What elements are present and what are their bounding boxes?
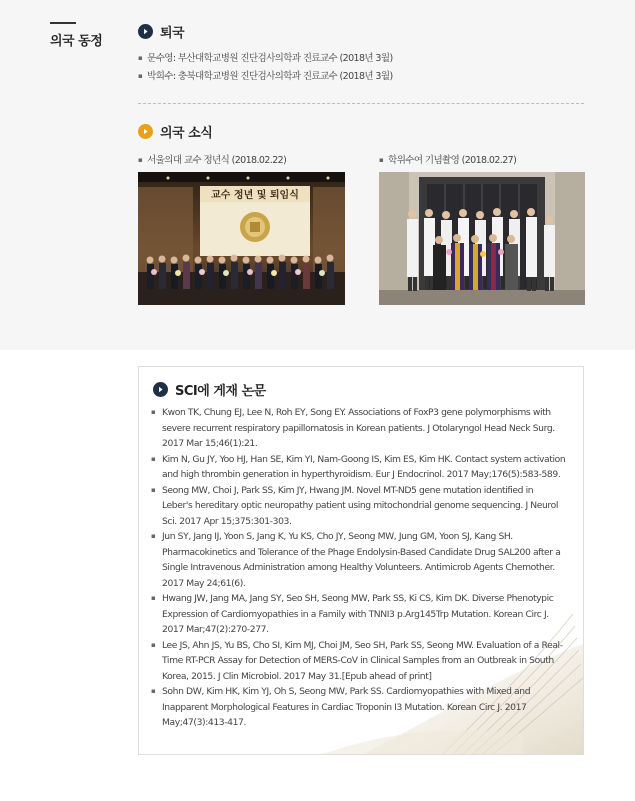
graduation-photo[interactable] bbox=[379, 172, 585, 305]
retire-heading-text: 퇴국 bbox=[160, 26, 185, 41]
play-circle-icon bbox=[138, 124, 153, 139]
list-item: ▪ 박희수: 충북대학교병원 진단검사의학과 진료교수 (2018년 3월) bbox=[138, 68, 393, 86]
list-item: ▪ Sohn DW, Kim HK, Kim YJ, Oh S, Seong MW, Park SS. Cardiomyopathies with Mixed and Inapparent Morphological Features in Cardiac Troponin I3 Mutation. Korean Circ J. 2017 May;47(3):413-417. bbox=[151, 684, 566, 731]
list-item: ▪ 문수영: 부산대학교병원 진단검사의학과 진료교수 (2018년 3월) bbox=[138, 50, 393, 68]
section-divider bbox=[138, 103, 584, 104]
play-circle-icon bbox=[153, 382, 168, 397]
sci-heading-text: SCI에 게재 논문 bbox=[175, 384, 266, 399]
ceremony-banner-text: 교수 정년 및 퇴임식 bbox=[211, 190, 299, 201]
list-item: ▪ Kwon TK, Chung EJ, Lee N, Roh EY, Song EY. Associations of FoxP3 gene polymorphisms with severe recurrent respiratory papillomatosis in Korean patients. J Otolaryngol Head Neck Surg. 2017 Mar 15;46(1):21. bbox=[151, 405, 566, 452]
list-item: ▪ Kim N, Gu JY, Yoo HJ, Han SE, Kim YI, Nam-Goong IS, Kim ES, Kim HK. Contact system activation and high thrombin generation in hyperthyroidism. Eur J Endocrinol. 2017 May;176(5):583-589. bbox=[151, 452, 566, 483]
list-item: ▪ Lee JS, Ahn JS, Yu BS, Cho SI, Kim MJ, Choi JM, Seo SH, Park SS, Seong MW. Evaluation of a Real-Time RT-PCR Assay for Detection of MERS-CoV in Clinical Samples from an Outbreak in South Korea, 2015. J Clin Microbiol. 2017 May 31.[Epub ahead of print] bbox=[151, 638, 566, 685]
play-circle-icon bbox=[138, 24, 153, 39]
side-title: 의국 동정 bbox=[50, 34, 103, 49]
ceremony-photo[interactable] bbox=[138, 172, 345, 305]
list-item: ▪ Hwang JW, Jang MA, Jang SY, Seo SH, Seong MW, Park SS, Ki CS, Kim DK. Diverse Phenotypic Expression of Cardiomyopathies in a Family with TNNI3 p.Arg145Trp Mutation. Korean Circ J. 2017 Mar;47(2):270-277. bbox=[151, 591, 566, 638]
paper-list bbox=[151, 405, 566, 731]
sci-heading bbox=[153, 380, 266, 399]
sci-papers-box bbox=[138, 366, 584, 755]
news-heading-text: 의국 소식 bbox=[160, 126, 213, 141]
list-item: ▪ Seong MW, Choi J, Park SS, Kim JY, Hwang JM. Novel MT-ND5 gene mutation identified in Leber's hereditary optic neuropathy patient using mitochondrial genome sequencing. J Neurol Sci. 2017 Apr 15;375:301-303. bbox=[151, 483, 566, 530]
photo-caption-graduation: ▪ 학위수여 기념촬영 (2018.02.27) bbox=[379, 152, 516, 166]
list-item: ▪ Jun SY, Jang IJ, Yoon S, Jang K, Yu KS, Cho JY, Seong MW, Jung GM, Yoon SJ, Kang SH. Pharmacokinetics and Tolerance of the Phage Endolysin-Based Candidate Drug SAL200 after a Single Intravenous Administration among Healthy Volunteers. Antimicrob Agents Chemother. 2017 May 24;61(6). bbox=[151, 529, 566, 591]
side-title-rule bbox=[50, 22, 76, 24]
retire-heading bbox=[138, 22, 184, 41]
news-heading bbox=[138, 122, 212, 141]
retire-list bbox=[138, 50, 393, 86]
photo-caption-ceremony: ▪ 서울의대 교수 정년식 (2018.02.22) bbox=[138, 152, 286, 166]
